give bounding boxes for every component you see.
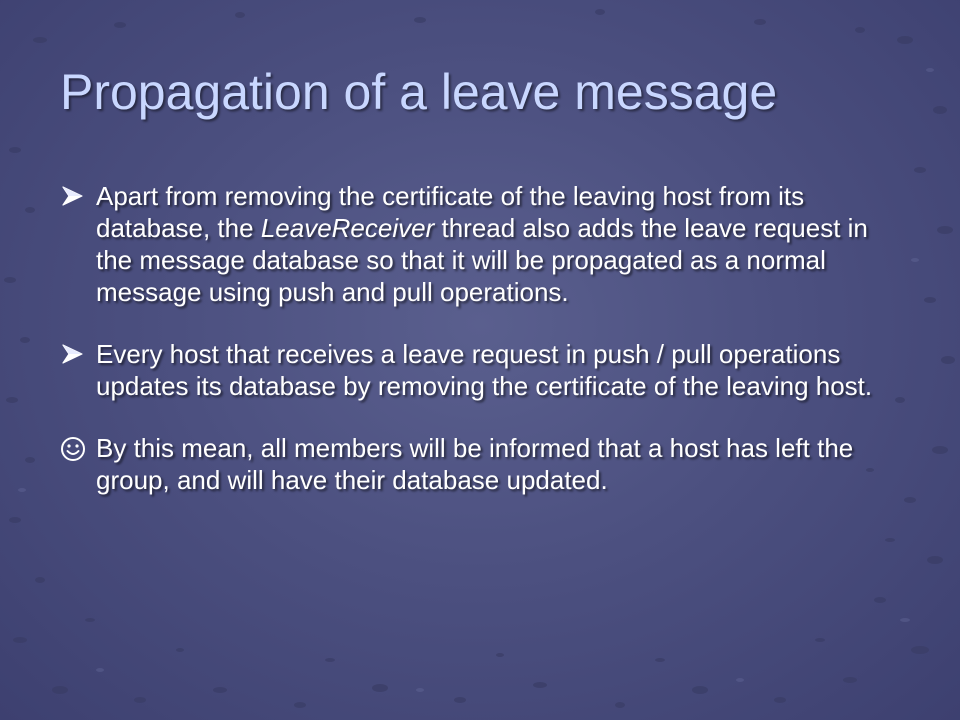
bullet-text-1: [96, 181, 868, 307]
bullet-item-2: [60, 338, 910, 402]
bullet-text-3: By this mean, all members will be informed that a host has left the group, and will have their database updated.: [96, 433, 854, 495]
bullet-item-3: [60, 432, 910, 496]
bullet-text-2: Every host that receives a leave request in push / pull operations updates its database by removing the certificate of the leaving host.: [96, 339, 873, 401]
bullet-text-1-before: Apart from removing the certificate of the leaving host from its database, the: [96, 181, 805, 243]
bullet-text-1-after: thread also adds the leave request in the message database so that it will be propagated as a normal message using push and pull operations.: [96, 213, 868, 307]
bullet-list: [60, 180, 910, 526]
slide-title: Propagation of a leave message: [60, 64, 778, 120]
smiley-face-icon: [60, 432, 90, 464]
arrowhead-bullet-icon: [60, 180, 90, 212]
bullet-item-1: [60, 180, 910, 308]
arrowhead-bullet-icon: [60, 338, 90, 370]
leave-receiver-term: LeaveReceiver: [260, 213, 435, 243]
